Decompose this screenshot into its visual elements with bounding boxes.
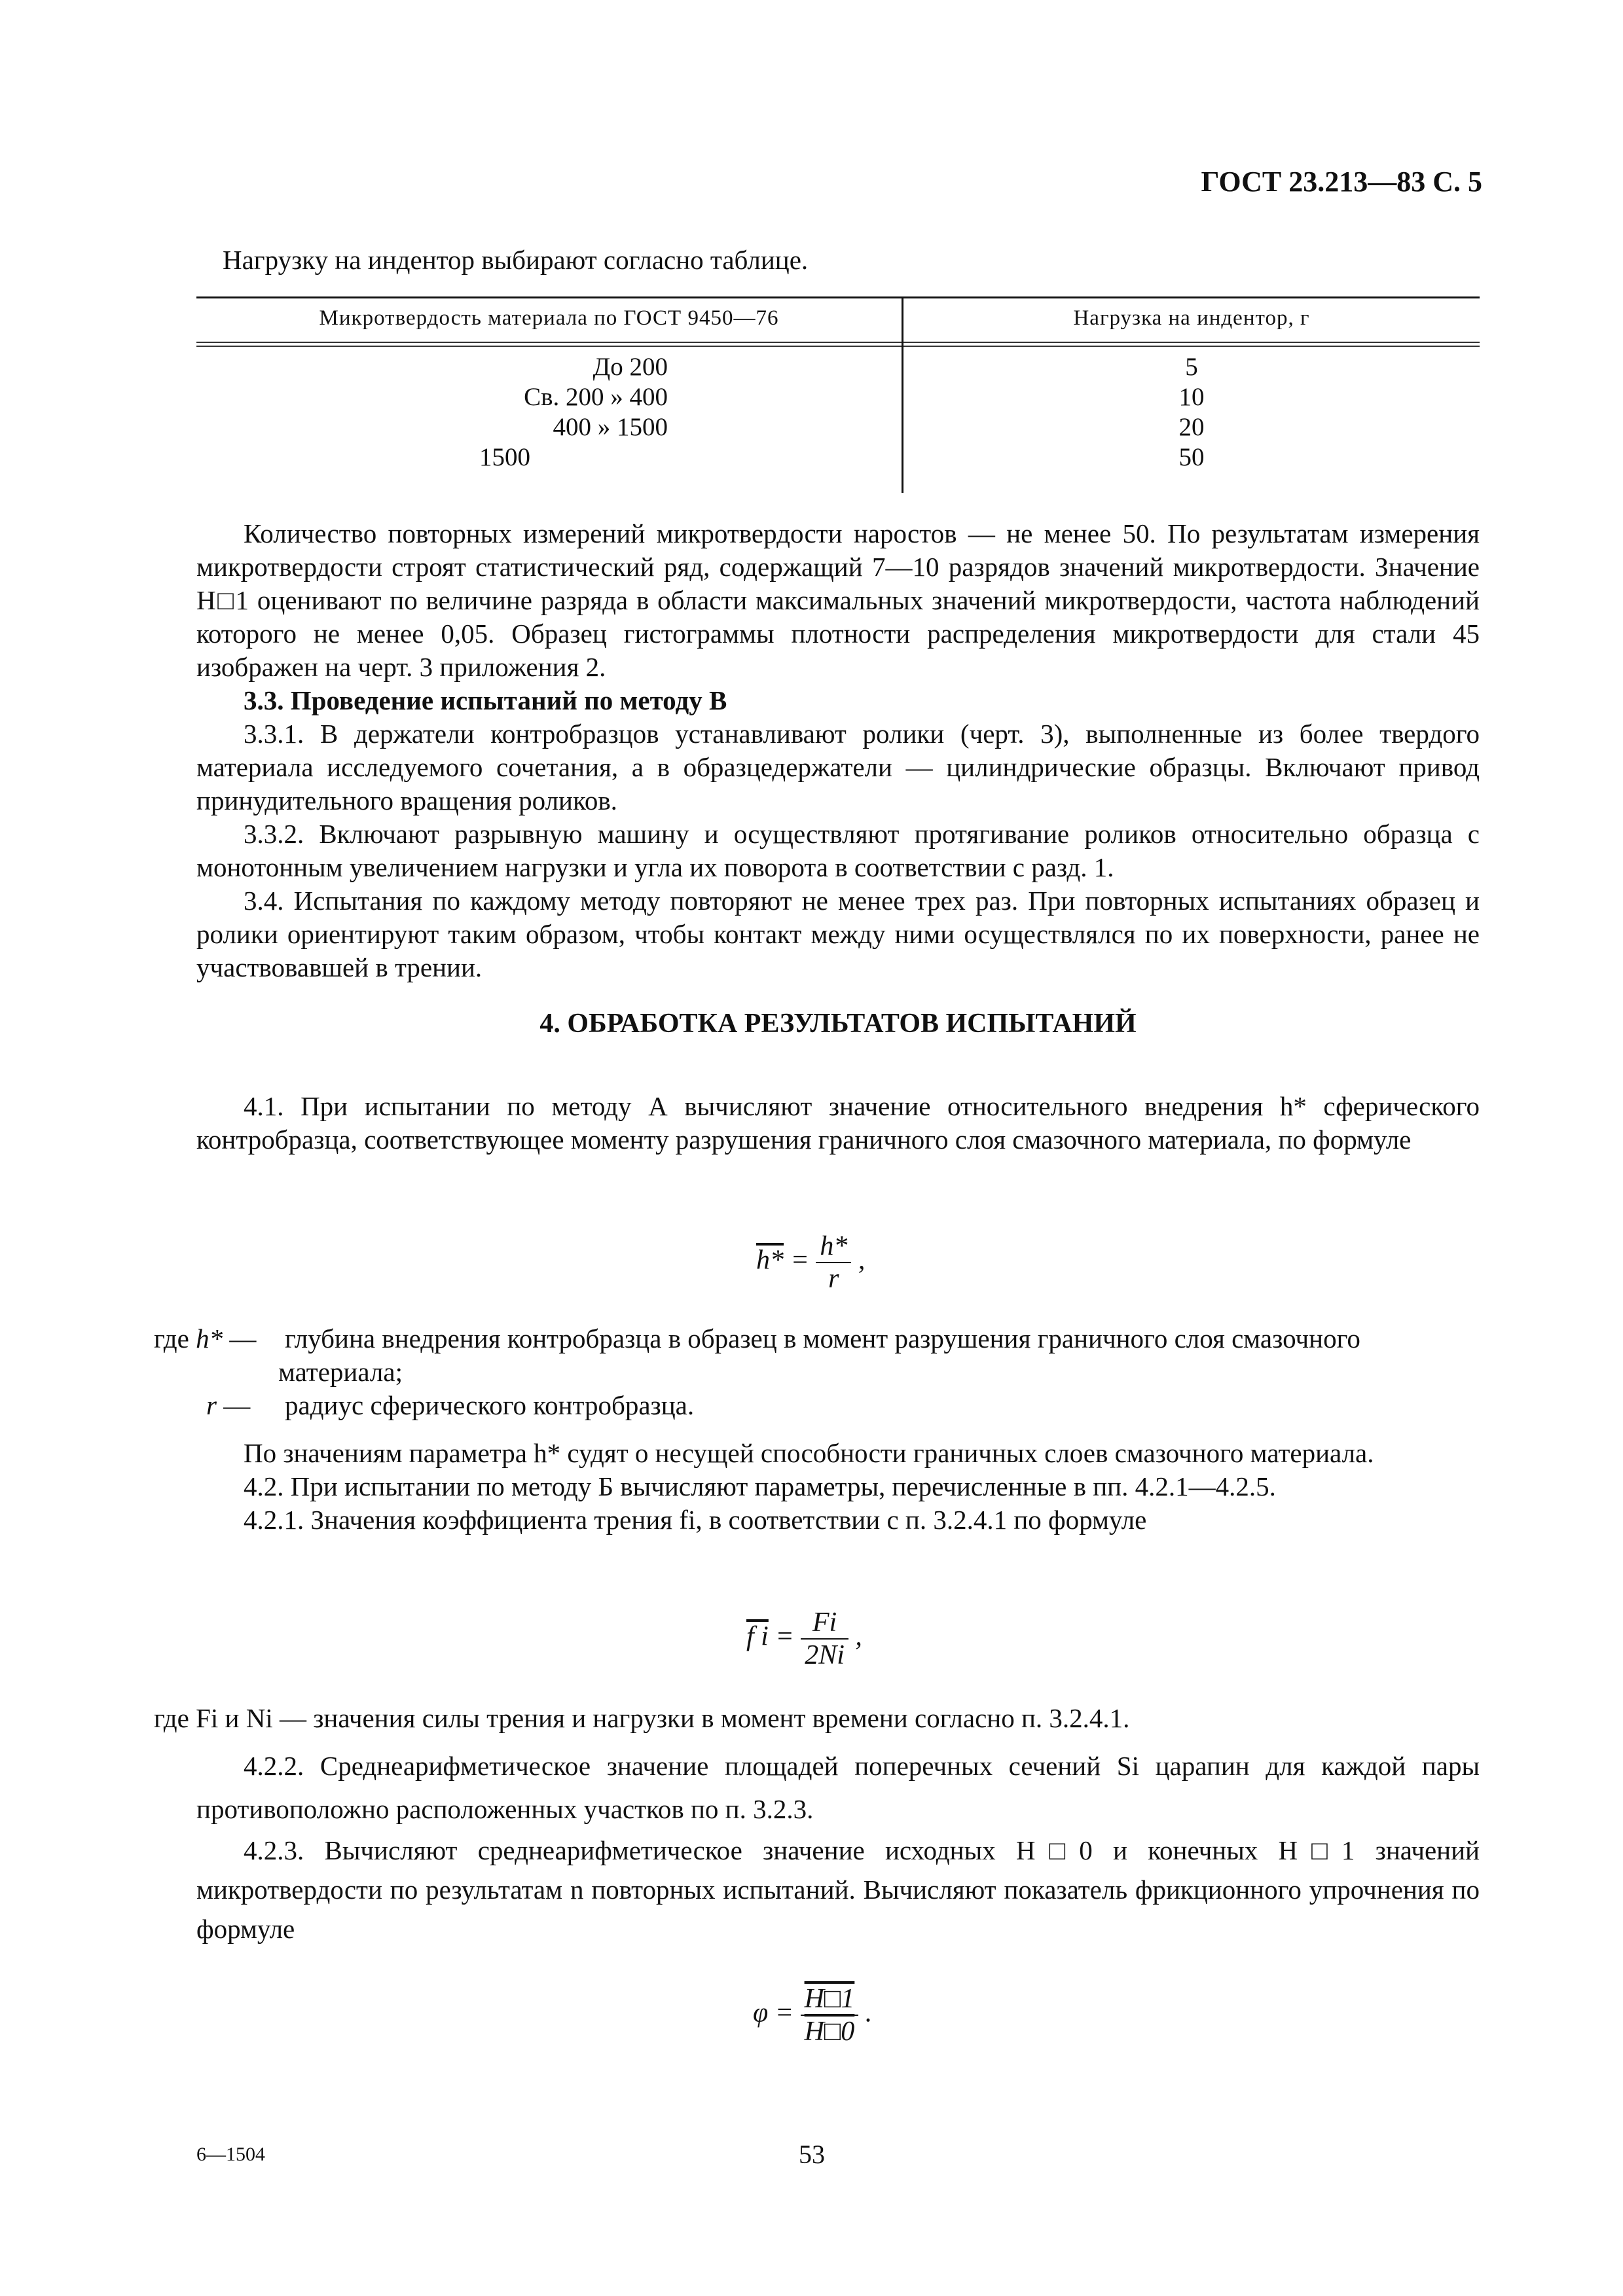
footer-code: 6—1504 [196, 2144, 265, 2165]
paragraphs-4-2 [196, 1437, 1480, 1537]
intro-line: Нагрузку на индентор выбирают согласно таблице. [223, 245, 809, 275]
table-header-load: Нагрузка на индентор, г [1073, 306, 1310, 330]
table-top-rule [196, 296, 1480, 298]
formula-lhs: φ [753, 1998, 769, 2028]
paragraph: 3.4. Испытания по каждому методу повторяют не менее трех раз. При повторных испытаниях образец и ролики ориентируют таким образом, чтобы контакт между ними осуществлялся по их поверхности, ранее не участвовавшей в трении. [196, 886, 1480, 982]
paragraph: Количество повторных измерений микротвердости наростов — не менее 50. По результатам измерения микротвердости строят статистический ряд, содержащий 7—10 разрядов значений микротвердости. Значение H□1 оценивают по величине разряда в области максимальных значений микротвердости, частота наблюдений которого не менее 0,05. Образец гистограммы плотности распределения микротвердости для стали 45 изображен на черт. 3 приложения 2. [196, 518, 1480, 682]
formula-lhs: f i [746, 1621, 769, 1652]
section-title: 4. ОБРАБОТКА РЕЗУЛЬТАТОВ ИСПЫТАНИЙ [539, 1009, 1137, 1039]
legend-symbol: r [206, 1390, 217, 1420]
paragraph: 4.2.2. Среднеарифметическое значение площадей поперечных сечений Si царапин для каждой пары противоположно расположенных участков по п. 3.2.3. [196, 1751, 1480, 1824]
paragraph: 3.3.1. В держатели контробразцов устанавливают ролики (черт. 3), выполненные из более твердого материала исследуемого сочетания, а в образцедержатели — цилиндрические образцы. Включают привод принудительного вращения роликов. [196, 719, 1480, 816]
formula-denominator: 2Ni [805, 1640, 845, 1670]
table-row-range: 1500 [479, 443, 530, 471]
paragraph-4-1 [196, 1090, 1480, 1157]
paragraph: 4.1. При испытании по методу А вычисляют значение относительного внедрения h* сферического контробразца, соответствующее моменту разрушения граничного слоя смазочного материала, по формуле [196, 1091, 1480, 1155]
formula-equals: = [790, 1245, 809, 1276]
paragraph: 4.2. При испытании по методу Б вычисляют параметры, перечисленные в пп. 4.2.1—4.2.5. [244, 1471, 1276, 1501]
table-row-range: Св. 200 » 400 [524, 383, 668, 411]
legend-dash: — [223, 1390, 251, 1420]
formula-tail: . [865, 1998, 873, 2028]
table-row-load: 10 [1178, 383, 1205, 411]
formula-relative-penetration [756, 1230, 865, 1295]
formula-numerator: h* [816, 1230, 851, 1263]
paragraph: 3.3.2. Включают разрывную машину и осуществляют протягивание роликов относительно образца с монотонным увеличением нагрузки и угла их поворота в соответствии с разд. 1. [196, 819, 1480, 882]
formula-legend-2: где Fi и Ni — значения силы трения и нагрузки в момент времени согласно п. 3.2.4.1. [154, 1703, 1130, 1733]
formula-legend [154, 1322, 1480, 1422]
table-row-load: 5 [1185, 353, 1198, 381]
paragraphs-section-3 [196, 517, 1480, 984]
formula-equals: = [775, 1621, 794, 1652]
paragraph: 4.2.1. Значения коэффициента трения fi, в соответствии с п. 3.2.4.1 по формуле [244, 1505, 1147, 1535]
formula-fraction [801, 1607, 848, 1671]
formula-denominator: r [828, 1264, 839, 1294]
legend-prefix: где [154, 1323, 189, 1354]
formula-lhs: h* [756, 1245, 784, 1276]
table-row-load: 20 [1178, 413, 1205, 441]
page-number: 53 [799, 2140, 825, 2169]
page-header: ГОСТ 23.213—83 С. 5 [1201, 166, 1482, 198]
formula-tail: , [855, 1621, 862, 1652]
formula-equals: = [775, 1998, 794, 2028]
subsection-heading: 3.3. Проведение испытаний по методу В [244, 685, 727, 715]
legend-symbol: h* [196, 1323, 223, 1354]
paragraph: 4.2.3. Вычисляют среднеарифметическое значение исходных H□0 и конечных H□1 значений микротвердости по результатам n повторных испытаний. Вычисляют показатель фрикционного упрочнения по формуле [196, 1835, 1480, 1944]
table-row-range: 400 » 1500 [553, 413, 668, 441]
paragraph: По значениям параметра h* судят о несущей способности граничных слоев смазочного материала. [244, 1438, 1374, 1468]
formula-friction-coefficient [746, 1607, 862, 1671]
table-header-hardness: Микротвердость материала по ГОСТ 9450—76 [319, 306, 779, 330]
table-header-rule [196, 342, 1480, 347]
paragraphs-4-2-2 [196, 1744, 1480, 1948]
formula-denominator: H□0 [804, 2017, 855, 2047]
formula-fraction [801, 1983, 859, 2047]
table-row-range: До 200 [593, 353, 668, 381]
legend-dash: — [229, 1323, 257, 1354]
formula-fraction [816, 1230, 851, 1295]
table-row-load: 50 [1178, 443, 1205, 471]
formula-numerator: Fi [801, 1607, 848, 1640]
legend-text: глубина внедрения контробразца в образец в момент разрушения граничного слоя смазочного материала; [278, 1323, 1360, 1387]
formula-tail: , [858, 1245, 866, 1276]
formula-hardening-index [753, 1983, 872, 2047]
formula-numerator: H□1 [801, 1983, 859, 2016]
legend-text: радиус сферического контробразца. [285, 1390, 695, 1420]
